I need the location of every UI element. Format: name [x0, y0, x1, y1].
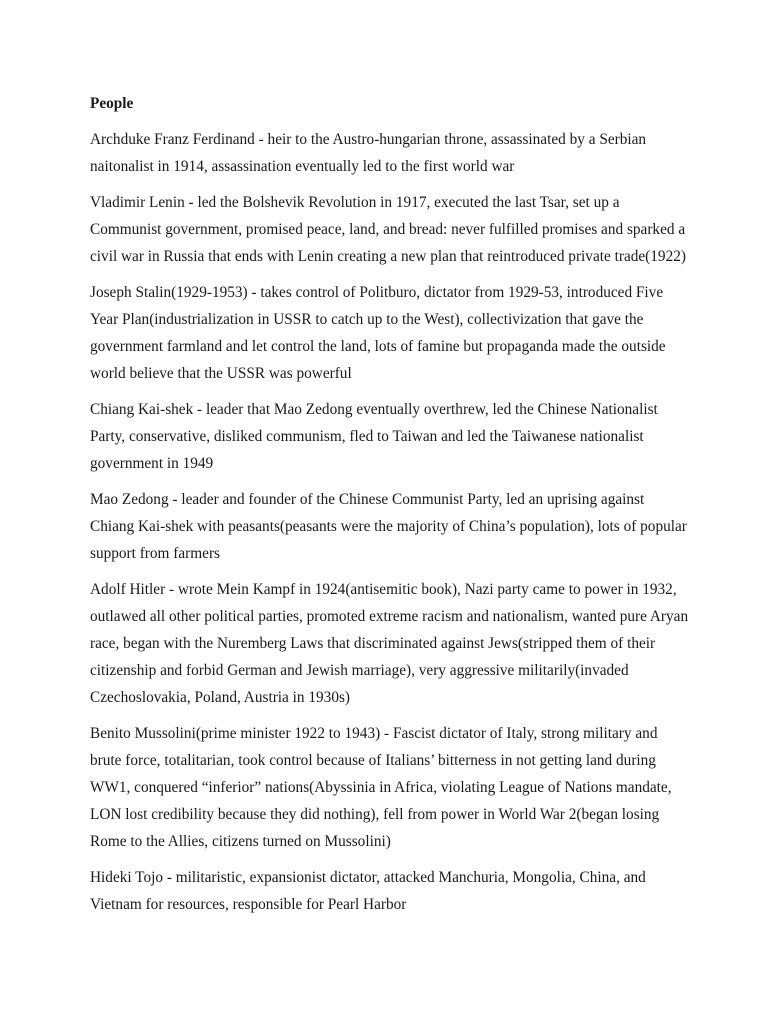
document-page — [90, 90, 690, 927]
entry-mao-zedong: Mao Zedong - leader and founder of the Chinese Communist Party, led an uprising against Chiang Kai-shek with peasants(peasants were the majority of China’s population), lots of popular support from farmers — [90, 491, 687, 562]
entry-chiang-kai-shek: Chiang Kai-shek - leader that Mao Zedong eventually overthrew, led the Chinese Nationalist Party, conservative, disliked communism, fled to Taiwan and led the Taiwanese nationalist government in 1949 — [90, 401, 658, 472]
entry-hitler: Adolf Hitler - wrote Mein Kampf in 1924(antisemitic book), Nazi party came to power in 1932, outlawed all other political parties, promoted extreme racism and nationalism, wanted pure Aryan race, began with the Nuremberg Laws that discriminated against Jews(stripped them of their citizenship and forbid German and Jewish marriage), very aggressive militarily(invaded Czechoslovakia, Poland, Austria in 1930s) — [90, 581, 689, 706]
entry-stalin: Joseph Stalin(1929-1953) - takes control of Politburo, dictator from 1929-53, introduced Five Year Plan(industrialization in USSR to catch up to the West), collectivization that gave the government farmland and let control the land, lots of famine but propaganda made the outside world believe that the USSR was powerful — [90, 284, 666, 382]
entry-lenin: Vladimir Lenin - led the Bolshevik Revolution in 1917, executed the last Tsar, set up a Communist government, promised peace, land, and bread: never fulfilled promises and sparked a civil war in Russia that ends with Lenin creating a new plan that reintroduced private trade(1922) — [90, 194, 686, 265]
section-heading: People — [90, 95, 134, 112]
entry-tojo: Hideki Tojo - militaristic, expansionist dictator, attacked Manchuria, Mongolia, China, and Vietnam for resources, responsible for Pearl Harbor — [90, 869, 646, 913]
entry-mussolini: Benito Mussolini(prime minister 1922 to 1943) - Fascist dictator of Italy, strong military and brute force, totalitarian, took control because of Italians’ bitterness in not getting land during WW1, conquered “inferior” nations(Abyssinia in Africa, violating League of Nations mandate, LON lost credibility because they did nothing), fell from power in World War 2(began losing Rome to the Allies, citizens turned on Mussolini) — [90, 725, 672, 850]
entry-franz-ferdinand: Archduke Franz Ferdinand - heir to the Austro-hungarian throne, assassinated by a Serbian naitonalist in 1914, assassination eventually led to the first world war — [90, 131, 647, 175]
